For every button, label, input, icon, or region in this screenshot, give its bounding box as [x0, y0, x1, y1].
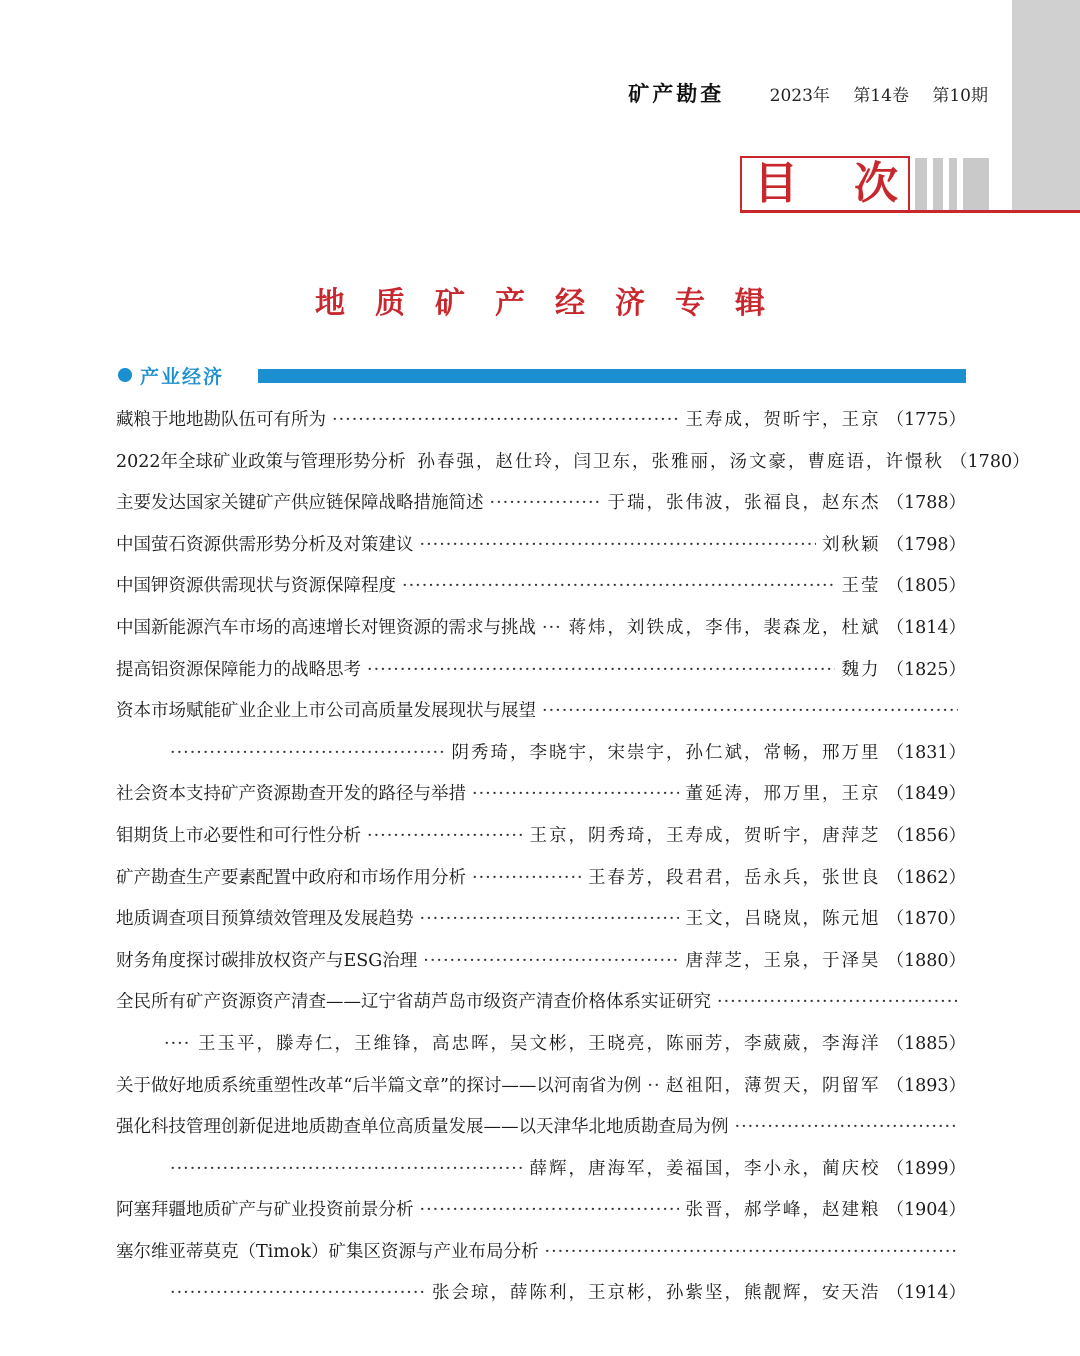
entry-title: 钼期货上市必要性和可行性分析 — [116, 825, 361, 846]
entry-page: （1831） — [886, 742, 966, 763]
entry-page: （1805） — [886, 576, 966, 597]
toc-entry[interactable] — [116, 566, 966, 608]
toc-entry-continuation[interactable] — [116, 733, 966, 775]
toc-title — [740, 156, 1080, 214]
entry-page: （1880） — [886, 950, 966, 971]
dot-leader — [420, 1190, 680, 1232]
dot-leader — [164, 1024, 192, 1066]
dot-leader — [490, 483, 602, 525]
entry-page: （1885） — [886, 1033, 966, 1054]
entry-page: （1899） — [886, 1158, 966, 1179]
toc-entry[interactable] — [116, 1107, 966, 1149]
entry-page: （1775） — [886, 410, 966, 430]
entry-title: 强化科技管理创新促进地质勘查单位高质量发展——以天津华北地质勘查局为例 — [116, 1117, 729, 1138]
entry-authors: 王京，阴秀琦，王寿成，贺昕宇，唐萍芝 — [529, 825, 881, 846]
entry-title: 主要发达国家关键矿产供应链保障战略措施简述 — [116, 493, 484, 514]
entry-authors: 王寿成，贺昕宇，王京 — [685, 410, 881, 430]
dot-leader — [542, 691, 958, 733]
toc-entry[interactable] — [116, 858, 966, 900]
toc-entry[interactable] — [116, 400, 966, 442]
dot-leader — [472, 858, 582, 900]
entry-authors: 董延涛，邢万里，王京 — [685, 784, 881, 805]
toc-list — [116, 400, 1030, 1315]
toc-title-bars — [915, 158, 989, 210]
entry-authors: 唐萍芝，王泉，于泽昊 — [685, 950, 881, 971]
toc-entry[interactable] — [116, 691, 966, 733]
toc-entry[interactable] — [116, 774, 966, 816]
entry-page: （1788） — [886, 493, 966, 514]
entry-title: 财务角度探讨碳排放权资产与ESG治理 — [116, 950, 418, 971]
entry-authors: 赵祖阳，薄贺天，阴留军 — [665, 1075, 881, 1096]
entry-title: 中国新能源汽车市场的高速增长对锂资源的需求与挑战 — [116, 617, 536, 638]
toc-title-char-1: 目 — [754, 158, 798, 209]
dot-leader — [332, 400, 679, 442]
dot-leader — [170, 1149, 523, 1191]
entry-authors: 王文，吕晓岚，陈元旭 — [685, 909, 881, 930]
section-header — [118, 362, 966, 388]
dot-leader — [647, 1066, 660, 1108]
toc-entry[interactable] — [116, 899, 966, 941]
entry-authors: 魏力 — [841, 659, 881, 680]
dot-leader — [420, 525, 816, 567]
entry-title: 2022年全球矿业政策与管理形势分析 — [116, 451, 406, 472]
toc-title-char-2: 次 — [854, 158, 898, 209]
dot-leader — [367, 650, 835, 692]
journal-header — [600, 78, 988, 108]
entry-page: （1849） — [886, 784, 966, 805]
dot-leader — [735, 1107, 959, 1149]
entry-page: （1856） — [886, 825, 966, 846]
toc-entry-continuation[interactable] — [116, 1024, 966, 1066]
dot-leader — [420, 899, 680, 941]
entry-title: 塞尔维亚蒂莫克（Timok）矿集区资源与产业布局分析 — [116, 1241, 539, 1262]
dot-leader — [717, 982, 958, 1024]
entry-title: 藏粮于地地勘队伍可有所为 — [116, 410, 326, 430]
toc-entry-continuation[interactable] — [116, 1273, 966, 1315]
toc-entry[interactable] — [116, 483, 966, 525]
toc-entry[interactable] — [116, 1066, 966, 1108]
dot-leader — [402, 566, 835, 608]
entry-authors: 王玉平，滕寿仁，王维锋，高忠晖，吴文彬，王晓亮，陈丽芳，李葳葳，李海洋 — [197, 1033, 881, 1054]
journal-volume: 第14卷 — [853, 86, 909, 106]
toc-title-underline — [740, 210, 1080, 213]
dot-leader — [170, 1273, 426, 1315]
section-label: 产业经济 — [140, 366, 225, 388]
dot-leader — [542, 608, 562, 650]
entry-title: 中国钾资源供需现状与资源保障程度 — [116, 576, 396, 597]
entry-title: 矿产勘查生产要素配置中政府和市场作用分析 — [116, 867, 466, 888]
toc-entry[interactable] — [116, 1190, 966, 1232]
entry-page: （1814） — [886, 617, 966, 638]
journal-name: 矿产勘查 — [628, 82, 725, 106]
section-bar — [258, 369, 966, 383]
dot-leader — [170, 733, 445, 775]
dot-leader — [367, 816, 523, 858]
deco-bar — [949, 158, 957, 210]
toc-entry[interactable] — [116, 982, 966, 1024]
entry-page: （1914） — [886, 1283, 966, 1304]
toc-entry[interactable] — [116, 650, 966, 692]
entry-title: 地质调查项目预算绩效管理及发展趋势 — [116, 909, 414, 930]
special-issue-title: 地质矿产经济专辑 — [315, 286, 795, 321]
entry-page: （1870） — [886, 909, 966, 930]
journal-issue: 第10期 — [932, 86, 988, 106]
entry-title: 全民所有矿产资源资产清查——辽宁省葫芦岛市级资产清查价格体系实证研究 — [116, 992, 711, 1013]
toc-entry[interactable] — [116, 816, 966, 858]
entry-authors: 王春芳，段君君，岳永兵，张世良 — [587, 867, 881, 888]
toc-entry[interactable] — [116, 941, 966, 983]
entry-page: （1862） — [886, 867, 966, 888]
entry-page: （1904） — [886, 1200, 966, 1221]
entry-page: （1893） — [886, 1075, 966, 1096]
toc-entry[interactable] — [116, 1232, 966, 1274]
toc-entry[interactable] — [116, 608, 966, 650]
entry-title: 关于做好地质系统重塑性改革“后半篇文章”的探讨——以河南省为例 — [116, 1075, 642, 1096]
entry-authors: 蒋炜，刘铁成，李伟，裴森龙，杜斌 — [568, 617, 881, 638]
deco-bar — [933, 158, 943, 210]
entry-authors: 于瑞，张伟波，张福良，赵东杰 — [607, 493, 881, 514]
deco-bar — [963, 158, 989, 210]
entry-title: 资本市场赋能矿业企业上市公司高质量发展现状与展望 — [116, 701, 536, 722]
entry-authors: 孙春强，赵仕玲，闫卫东，张雅丽，汤文豪，曹庭语，许憬秋 — [417, 451, 945, 472]
dot-leader — [545, 1232, 958, 1274]
entry-authors: 薛辉，唐海军，姜福国，李小永，蔺庆校 — [529, 1158, 881, 1179]
dot-leader — [423, 941, 679, 983]
entry-page: （1798） — [886, 534, 966, 555]
toc-entry[interactable] — [116, 442, 1030, 484]
toc-title-box — [740, 156, 910, 210]
entry-title: 提高铝资源保障能力的战略思考 — [116, 659, 361, 680]
toc-entry[interactable] — [116, 525, 966, 567]
entry-title: 中国萤石资源供需形势分析及对策建议 — [116, 534, 414, 555]
dot-leader — [472, 774, 679, 816]
entry-authors: 张会琼，薛陈利，王京彬，孙紫坚，熊靓辉，安天浩 — [431, 1283, 881, 1304]
bullet-icon — [118, 368, 132, 382]
entry-authors: 刘秋颖 — [821, 534, 881, 555]
journal-year: 2023年 — [769, 86, 830, 106]
entry-title: 阿塞拜疆地质矿产与矿业投资前景分析 — [116, 1200, 414, 1221]
entry-authors: 阴秀琦，李晓宇，宋崇宇，孙仁斌，常畅，邢万里 — [451, 742, 881, 763]
deco-bar — [915, 158, 927, 210]
entry-authors: 王莹 — [841, 576, 881, 597]
entry-page: （1780） — [950, 451, 1030, 472]
entry-page: （1825） — [886, 659, 966, 680]
entry-title: 社会资本支持矿产资源勘查开发的路径与举措 — [116, 784, 466, 805]
entry-authors: 张晋，郝学峰，赵建粮 — [685, 1200, 881, 1221]
toc-entry-continuation[interactable] — [116, 1149, 966, 1191]
